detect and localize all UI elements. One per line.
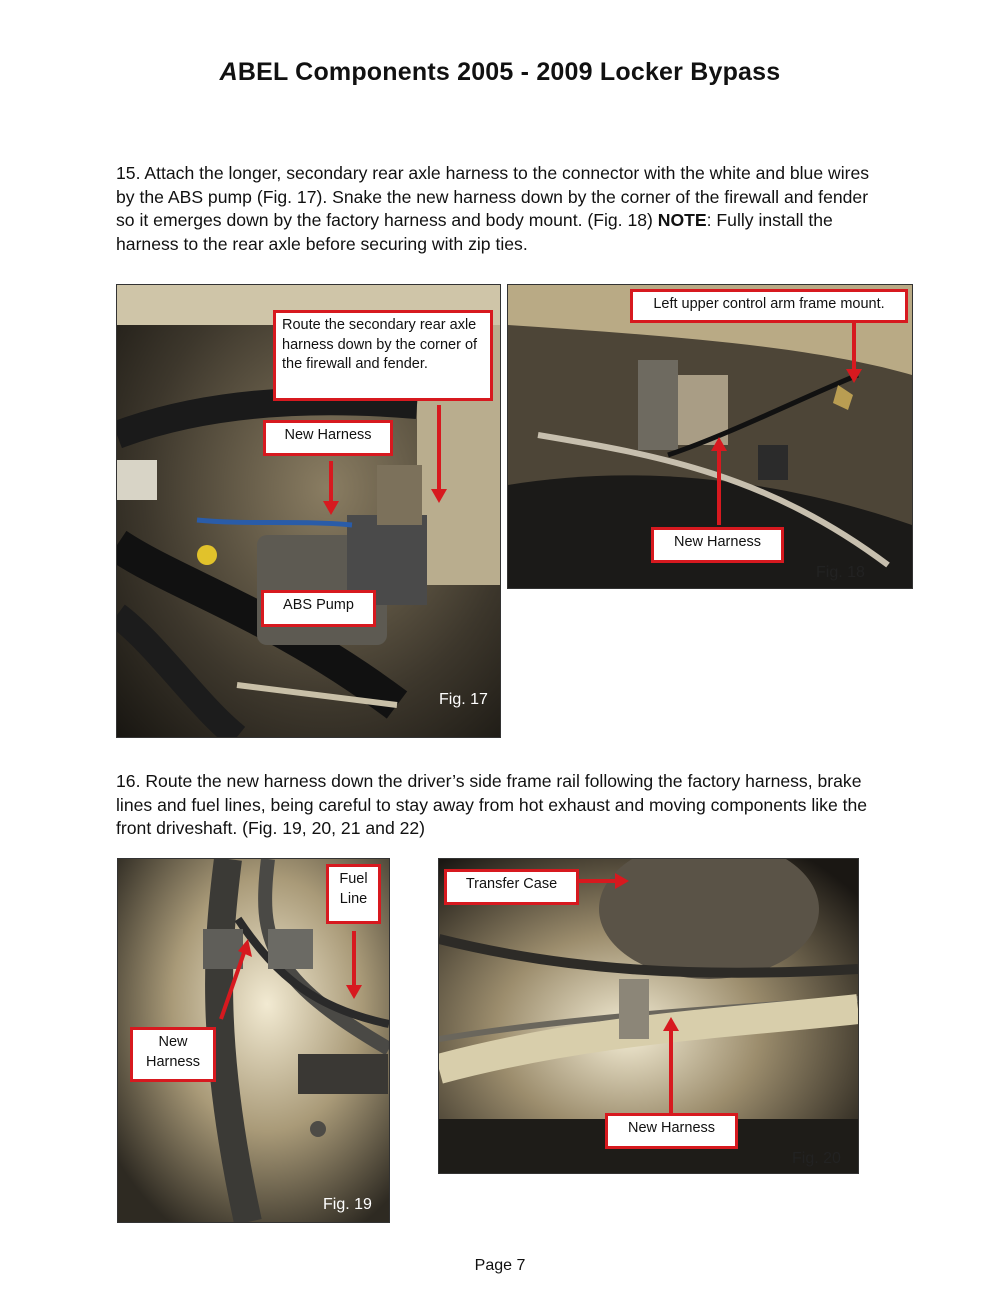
fig-17-photo [116, 284, 501, 738]
fig-19-fuel-line-callout: Fuel Line [326, 864, 381, 924]
fig-17-label: Fig. 17 [439, 691, 488, 708]
step-15-note-text: : Fully install the harness to the rear axle before securing with zip ties. [116, 210, 833, 254]
fig-19-new-harness-callout: New Harness [130, 1027, 216, 1082]
step-15-paragraph [116, 162, 886, 256]
fig-20-label: Fig. 20 [792, 1150, 841, 1167]
page-title [0, 58, 1000, 87]
fig-19-photo [117, 858, 390, 1223]
fig-17-abs-pump-callout: ABS Pump [261, 590, 376, 627]
fig-17-new-harness-callout: New Harness [263, 420, 393, 456]
step-15-text: 15. Attach the longer, secondary rear axle harness to the connector with the white and blue wires by the ABS pump (Fig. 17). Snake the new harness down by the corner of the firewall and fender so it emerges down by the factory harness and body mount. (Fig. 18) [116, 163, 870, 230]
fig-19-label: Fig. 19 [323, 1196, 372, 1213]
title-text: BEL Components 2005 - 2009 Locker Bypass [237, 58, 781, 86]
fig-20-photo [438, 858, 859, 1174]
fig-18-mount-callout: Left upper control arm frame mount. [630, 289, 908, 323]
fig-18-label: Fig. 18 [816, 564, 865, 581]
fig-20-new-harness-callout: New Harness [605, 1113, 738, 1149]
page-number: Page 7 [474, 1257, 526, 1274]
note-label: NOTE [657, 210, 707, 230]
title-first-letter: A [219, 58, 238, 86]
fig-17-route-callout: Route the secondary rear axle harness down by the corner of the firewall and fender. [273, 310, 493, 401]
fig-18-new-harness-callout: New Harness [651, 527, 784, 563]
step-16-paragraph: 16. Route the new harness down the driver’s side frame rail following the factory harness, brake lines and fuel lines, being careful to stay away from hot exhaust and moving components like the front driveshaft. (Fig. 19, 20, 21 and 22) [116, 771, 868, 838]
fig-20-transfer-case-callout: Transfer Case [444, 869, 579, 905]
fig-18-photo [507, 284, 913, 589]
